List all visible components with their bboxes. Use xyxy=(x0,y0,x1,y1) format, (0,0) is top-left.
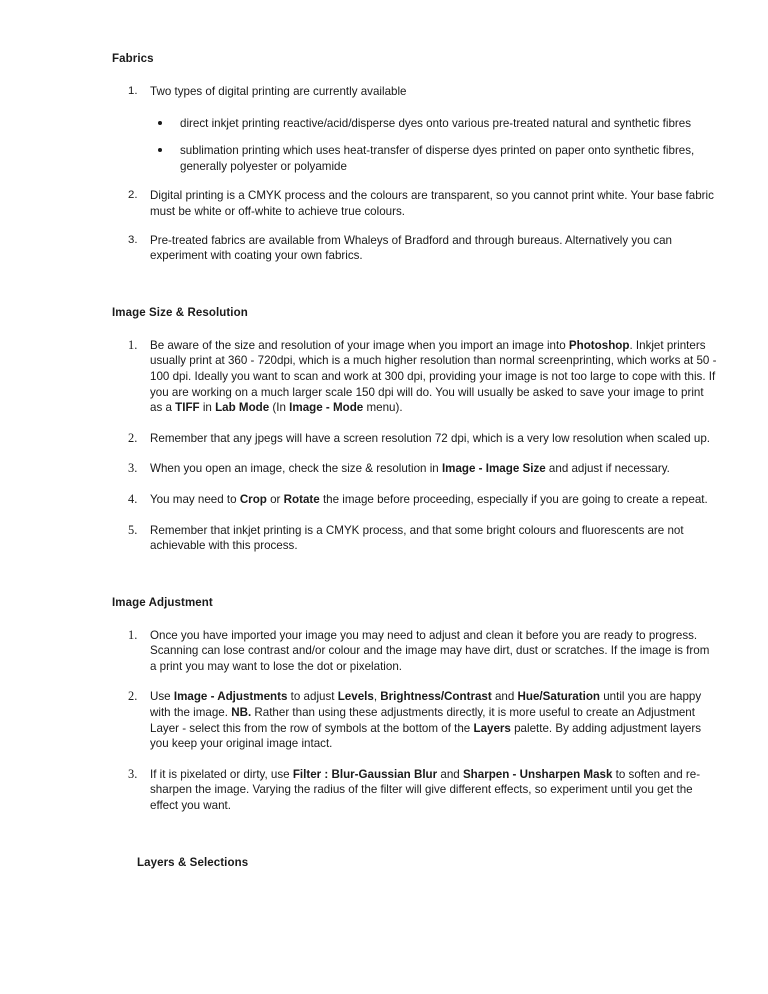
bold-term: Image - Adjustments xyxy=(173,690,288,704)
list-marker: 1. xyxy=(128,337,138,352)
text-run: and xyxy=(491,690,518,704)
text-run: palette. By adding adjustment layers you keep your original image intact. xyxy=(150,721,701,751)
list-item-text: Digital printing is a CMYK process and the colours are transparent, so you cannot print white. Your base fabric must be white or off-white to achieve true colours. xyxy=(150,189,714,218)
image-size-ordered-list xyxy=(0,338,768,554)
text-run: If it is pixelated or dirty, use xyxy=(150,767,293,781)
text-run: to adjust xyxy=(287,690,338,704)
section-title: Image Size & Resolution xyxy=(112,306,248,319)
list-item-text: Pre-treated fabrics are available from Whaleys of Bradford and through bureaus. Alternatively you can experiment with coating your own fabrics. xyxy=(150,233,672,263)
list-item xyxy=(0,116,768,132)
list-item xyxy=(0,461,768,477)
list-marker: 2. xyxy=(128,189,138,202)
text-run: Remember that inkjet printing is a CMYK process, and that some bright colours and fluorescents are not achievable with this process. xyxy=(150,523,684,553)
text-run: . Inkjet printers usually print at 360 - 720dpi, which is a much higher resolution than normal screenprinting, which works at 50 - 100 dpi. Ideally you want to scan and work at 300 dpi, providing your image is not too large to cope with this. If you are working on a much larger scale 150 dpi will do. You will usually be asked to save your image to print as a xyxy=(150,338,717,415)
bold-term: Image - Image Size xyxy=(441,462,546,476)
section-heading-image-size-resolution xyxy=(0,306,768,320)
section-heading-fabrics xyxy=(0,52,768,66)
text-run: and adjust if necessary. xyxy=(545,462,670,476)
list-marker: 2. xyxy=(128,689,138,704)
section-heading-image-adjustment xyxy=(0,596,768,610)
list-item-text xyxy=(150,689,717,751)
bullet-icon xyxy=(158,116,162,132)
list-item-text xyxy=(150,492,717,508)
list-item-text: direct inkjet printing reactive/acid/disperse dyes onto various pre-treated natural and synthetic fibres xyxy=(180,116,692,130)
list-marker: 2. xyxy=(128,430,138,445)
list-marker: 1. xyxy=(128,627,138,642)
list-item-text xyxy=(150,461,717,477)
text-run: , xyxy=(373,690,381,704)
bold-term: Levels xyxy=(337,690,374,704)
list-item-text xyxy=(150,628,717,675)
list-marker: 4. xyxy=(128,491,138,506)
list-item xyxy=(0,628,768,675)
fabrics-ordered-list xyxy=(0,84,768,100)
bold-term: Hue/Saturation xyxy=(517,690,600,704)
bold-term: Sharpen - Unsharpen Mask xyxy=(462,767,613,781)
text-run: and xyxy=(437,767,463,781)
section-title: Image Adjustment xyxy=(112,596,213,609)
list-item xyxy=(0,492,768,508)
list-item xyxy=(0,767,768,814)
fabrics-bullet-list xyxy=(0,116,768,175)
text-run: the image before proceeding, especially if you are going to create a repeat. xyxy=(319,492,708,506)
text-run: to soften and re-sharpen the image. Varying the radius of the filter will give different effects, so experiment until you get the effect you want. xyxy=(150,767,701,813)
bold-term: Lab Mode xyxy=(215,401,270,415)
bullet-icon xyxy=(158,143,162,159)
page-title: Fabrics xyxy=(112,53,154,65)
text-run: Rather than using these adjustments directly, it is more useful to create an Adjustment Layer - select this from the row of symbols at the bottom of the xyxy=(150,706,695,735)
list-marker: 1. xyxy=(128,85,138,97)
bold-term: NB. xyxy=(231,706,252,720)
list-marker: 3. xyxy=(128,461,138,476)
text-run: or xyxy=(266,492,284,506)
bold-term: Photoshop xyxy=(568,338,630,352)
list-item xyxy=(0,188,768,219)
text-run: You may need to xyxy=(150,492,240,506)
list-item xyxy=(0,431,768,447)
text-run: Use xyxy=(150,690,174,704)
list-item xyxy=(0,338,768,416)
list-item-text xyxy=(150,338,717,416)
list-item xyxy=(0,84,768,100)
text-run: Remember that any jpegs will have a screen resolution 72 dpi, which is a very low resolution when scaled up. xyxy=(150,431,711,445)
text-run: Be aware of the size and resolution of your image when you import an image into xyxy=(150,338,569,352)
list-item xyxy=(0,523,768,554)
text-run: menu). xyxy=(363,401,403,415)
text-run: (In xyxy=(269,401,290,415)
list-item-text xyxy=(150,431,717,447)
text-run: until you are happy with the image. xyxy=(150,690,702,720)
list-marker: 3. xyxy=(128,233,138,246)
list-item-text: sublimation printing which uses heat-transfer of disperse dyes printed on paper onto synthetic fibres, generally polyester or polyamide xyxy=(180,144,695,173)
bold-term: Filter : Blur-Gaussian Blur xyxy=(292,767,438,781)
list-marker: 3. xyxy=(128,766,138,781)
bold-term: Image - Mode xyxy=(289,401,364,415)
list-item-text xyxy=(150,523,717,554)
text-run: in xyxy=(199,401,216,415)
bold-term: Brightness/Contrast xyxy=(380,690,492,704)
bold-term: Rotate xyxy=(283,492,320,506)
bold-term: Crop xyxy=(239,492,267,506)
list-item-text xyxy=(150,767,717,814)
fabrics-ordered-list-cont xyxy=(0,188,768,263)
list-item xyxy=(0,233,768,264)
section-title: Layers & Selections xyxy=(137,856,249,869)
bold-term: TIFF xyxy=(175,401,200,415)
list-item-text: Two types of digital printing are currently available xyxy=(150,85,407,98)
section-heading-layers-selections xyxy=(0,856,768,870)
text-run: Once you have imported your image you may need to adjust and clean it before you are ready to progress. Scanning can lose contrast and/or colour and the image may have dirt, dust or scratches. If the image is from a print you may want to lose the dot or pixelation. xyxy=(150,628,710,673)
list-item xyxy=(0,143,768,174)
list-item xyxy=(0,689,768,751)
image-adjustment-ordered-list xyxy=(0,628,768,814)
bold-term: Layers xyxy=(473,721,511,735)
text-run: When you open an image, check the size & resolution in xyxy=(150,462,442,476)
list-marker: 5. xyxy=(128,522,138,537)
